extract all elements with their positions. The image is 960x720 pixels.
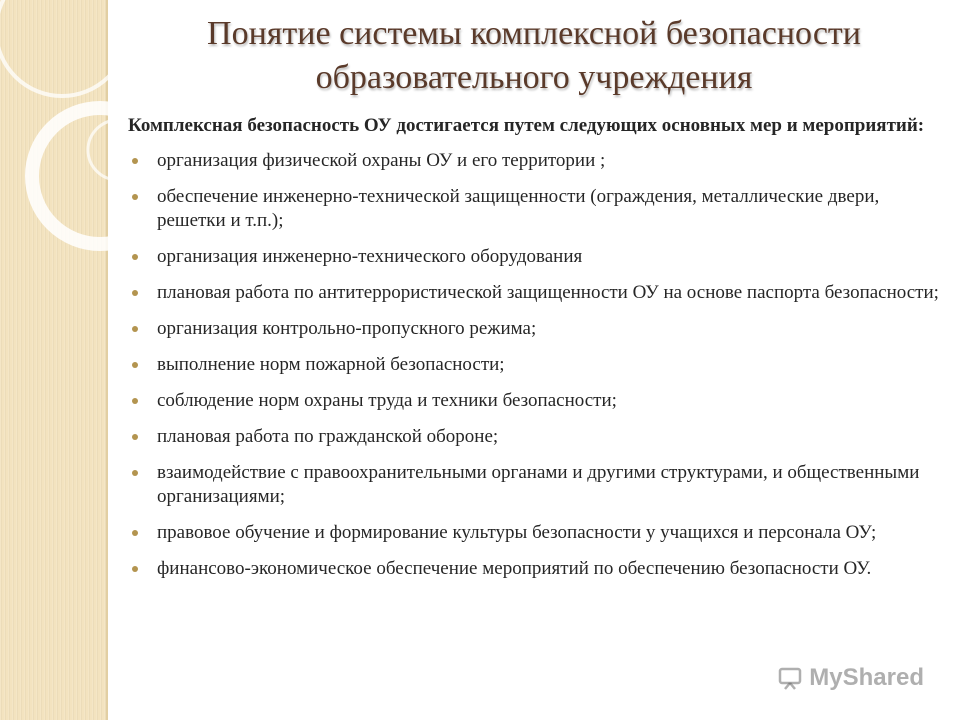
list-item: [128, 149, 943, 173]
watermark-text: MyShared: [809, 664, 924, 691]
bullet-dot: [132, 254, 138, 260]
bullet-dot: [132, 434, 138, 440]
list-item: [128, 245, 943, 269]
list-item-text: организация инженерно-технического оборудования: [157, 246, 583, 267]
slide-title: [108, 12, 960, 100]
list-item-text: организация физической охраны ОУ и его территории ;: [157, 150, 606, 171]
title-line-2: образовательного учреждения: [315, 59, 753, 96]
bullet-dot: [132, 362, 138, 368]
list-item: [128, 521, 943, 545]
list-item: [128, 317, 943, 341]
list-item: [128, 557, 943, 581]
list-item-text: финансово-экономическое обеспечение мероприятий по обеспечению безопасности ОУ.: [157, 558, 872, 579]
title-line-1: Понятие системы комплексной безопасности: [207, 15, 861, 52]
bullet-dot: [132, 158, 138, 164]
list-item: [128, 281, 943, 305]
list-item: [128, 425, 943, 449]
bullet-dot: [132, 470, 138, 476]
list-item-text: плановая работа по гражданской обороне;: [157, 426, 499, 447]
list-item: [128, 389, 943, 413]
bullet-dot: [132, 194, 138, 200]
list-item-text: выполнение норм пожарной безопасности;: [157, 354, 505, 375]
list-item-text: правовое обучение и формирование культуры безопасности у учащихся и персонала ОУ;: [157, 522, 877, 543]
list-item-text: плановая работа по антитеррористической защищенности ОУ на основе паспорта безопасности;: [157, 282, 939, 303]
bullet-dot: [132, 398, 138, 404]
bullet-dot: [132, 326, 138, 332]
list-item: [128, 353, 943, 377]
decor-circle-ring: [32, 108, 140, 244]
bullet-dot: [132, 530, 138, 536]
slide-content: [128, 114, 943, 593]
list-item-text: обеспечение инженерно-технической защищенности (ограждения, металлические двери, решетки и т.п.);: [157, 186, 880, 231]
bullet-dot: [132, 566, 138, 572]
presentation-icon: [777, 665, 803, 691]
list-item: [128, 185, 943, 233]
list-item-text: организация контрольно-пропускного режима;: [157, 318, 537, 339]
list-item: [128, 461, 943, 509]
measures-list: [128, 149, 943, 581]
list-item-text: соблюдение норм охраны труда и техники безопасности;: [157, 390, 617, 411]
bullet-dot: [132, 290, 138, 296]
list-item-text: взаимодействие с правоохранительными органами и другими структурами, и общественными организациями;: [157, 462, 920, 507]
watermark: [777, 664, 924, 692]
intro-text: Комплексная безопасность ОУ достигается путем следующих основных мер и мероприятий:: [128, 115, 925, 136]
